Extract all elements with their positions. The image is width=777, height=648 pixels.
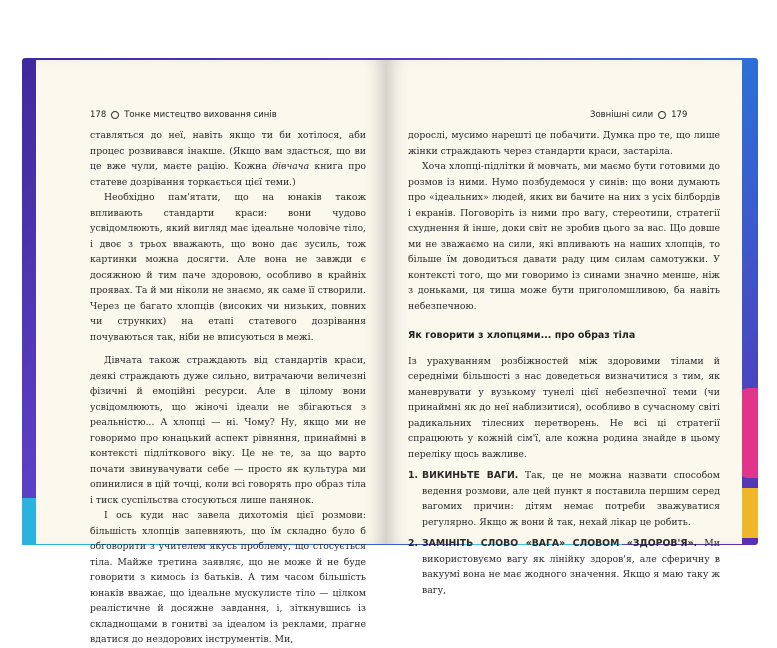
running-title: Тонке мистецтво виховання синів bbox=[124, 110, 277, 120]
paragraph: І ось куди нас завела дихотомія цієї розмови: більшість хлопців запевняють, що їм складно було б обговорити з учителем якусь проблему, що стосується тіла. Майже третина заявляє, що не може й не буде говорити з кимось із батьків. А тим часом більшість юнаків вважає, що ідеальне мускулисте тіло — цілком реалістичне й досяжне завдання, і, зіткнувшись із складнощами в гонитві за ідеалом із реклами, прагне вдатися до нездорових інструментів. Ми, bbox=[90, 510, 366, 645]
page-number: 178 bbox=[90, 110, 107, 120]
list-title: ЗАМІНІТЬ СЛОВО «ВАГА» СЛОВОМ «ЗДОРОВ'Я». bbox=[422, 538, 698, 549]
right-page-body bbox=[408, 128, 720, 598]
paragraph: Необхідно пам'ятати, що на юнаків також впливають стандарти краси: вони чудово усвідомлюють, який вигляд має ідеальне чоловіче тіло, і двоє з трьох вважають, що воно дає зусиль, тож картинки можна досягти. Але вона не завжди є досяжною й тим паче здоровою, особливо в крайніх проявах. Та й ми ніколи не знаємо, як саме її створили. Через це багато хлопців (високих чи низьких, повних чи струнких) на етапі статевого дозрівання почуваються так, ніби не вписуються в межі. bbox=[90, 192, 366, 343]
paragraph: Хоча хлопці-підлітки й мовчать, ми маємо бути готовими до розмов із ними. Нумо позбудемося у синів: що вони думають про «ідеальних» людей, яких ви бачите на них з усіх білбордів і екранів. Поговоріть із ними про вагу, стереотипи, стратегії схуднення й інше, доки світ не зробив цього за вас. Що довше ми не зважаємо на сили, які впливають на наших хлопців, то більше їм доводиться давати раду цим силам самотужки. У контексті того, що ми говоримо із синами значно менше, ніж з доньками, ця тиша може бути приголомшливою, ба навіть небезпечною. bbox=[408, 161, 720, 312]
page-number: 179 bbox=[671, 110, 688, 120]
paragraph bbox=[90, 128, 366, 190]
paragraph: дорослі, мусимо нарешті це побачити. Думка про те, що лише жінки страждають через стандарти краси, застаріла. bbox=[408, 130, 720, 157]
list-number: 2. bbox=[408, 538, 419, 549]
text-span: Ми використовуємо вагу як лінійку здоров'я, але сферичну в вакуумі вона не має жодного значення. Якщо я маю таку ж вагу, bbox=[422, 538, 721, 596]
list-text bbox=[422, 536, 720, 598]
circle-icon bbox=[658, 111, 666, 119]
right-running-header bbox=[590, 110, 687, 120]
running-title: Зовнішні сили bbox=[590, 110, 654, 120]
left-page-body bbox=[90, 128, 366, 648]
paragraph: Із урахуванням розбіжностей між здоровими тілами й середніми більшості з нас доведеться визначитися з тим, як маневрувати у вузькому тунелі цієї небезпечної теми (чи принаймні як до неї наблизитися), особливо в сучасному світі радикальних тілесних перетворень. Не всі ці стратегії спрацюють у кожній сім'ї, але кожна родина знайде в цьому переліку щось важливе. bbox=[408, 355, 720, 460]
left-running-header bbox=[90, 110, 277, 120]
emphasis: дівчача bbox=[272, 161, 310, 172]
paragraph: Дівчата також страждають від стандартів краси, деякі страждають дуже сильно, витрачаючи величезні фізичні й емоційні ресурси. Але в цілому вони усвідомлюють, що жіночі ідеали не збігаються з реальністю... А хлопці — ні. Чому? Ну, якщо ми не говоримо про юнацький аспект рівняння, принаймні в контексті підліткового віку. Це не те, за що варто почати звинувачувати себе — просто як культура ми опинилися в цій точці, коли всі говорять про образ тіла і тиск суспільства стосуються лише панянок. bbox=[90, 355, 366, 506]
text-span: Так, це не можна назвати способом ведення розмови, але цей пункт я поставила першим серед вагомих причин: дітям немає потреби зважуватися регулярно. Якщо ж вони й так, нехай лікар це робить. bbox=[422, 470, 720, 528]
list-item bbox=[408, 536, 720, 598]
list-item bbox=[408, 468, 720, 530]
section-heading: Як говорити з хлопцями... про образ тіла bbox=[408, 330, 636, 341]
list-title: ВИКИНЬТЕ ВАГИ. bbox=[422, 470, 519, 481]
text-span: книга про статеве дозрівання торкається цієї теми.) bbox=[90, 161, 366, 188]
text-span: ставляться до неї, навіть якщо ти би хотілося, аби процес розвивався інакше. (Якщо вам здасться, що ви це вже чули, маєте рацію. Кожна bbox=[90, 130, 366, 172]
list-number: 1. bbox=[408, 470, 419, 481]
circle-icon bbox=[111, 111, 119, 119]
list-text bbox=[422, 468, 720, 530]
